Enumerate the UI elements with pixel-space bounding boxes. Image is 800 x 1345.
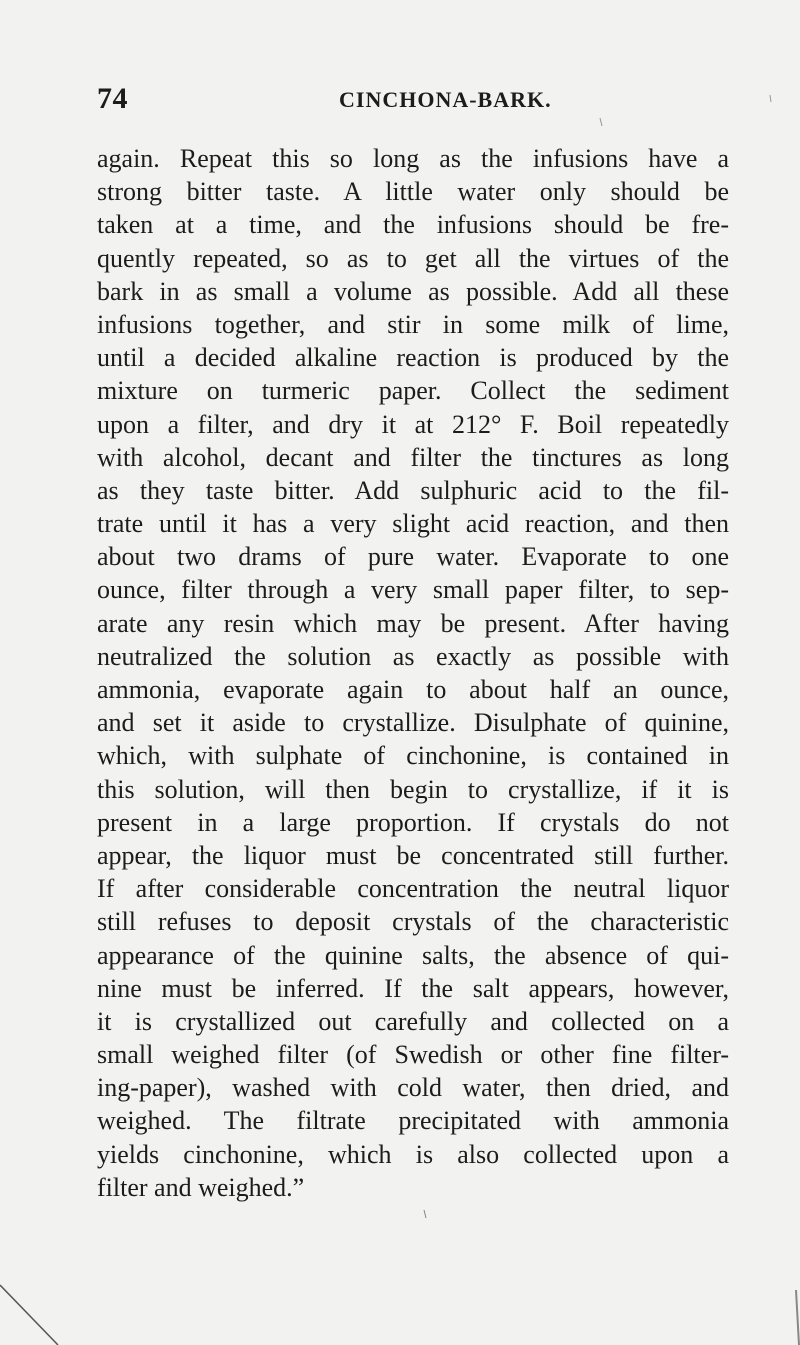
text-line: until a decided alkaline reaction is produced by the (97, 343, 729, 373)
text-line: upon a filter, and dry it at 212° F. Boil repeatedly (97, 409, 729, 439)
text-line: about two drams of pure water. Evaporate to one (97, 542, 729, 572)
speck-mark (770, 95, 771, 102)
text-line: strong bitter taste. A little water only should be (97, 177, 729, 207)
text-line: taken at a time, and the infusions should be fre- (97, 210, 729, 240)
text-line: neutralized the solution as exactly as possible with (97, 641, 729, 671)
text-line: infusions together, and stir in some milk of lime, (97, 309, 729, 339)
text-line: ammonia, evaporate again to about half an ounce, (97, 675, 729, 704)
page-header (97, 82, 727, 122)
text-line: bark in as small a volume as possible. Add all these (97, 276, 729, 306)
text-line: as they taste bitter. Add sulphuric acid to the fil- (97, 475, 729, 505)
text-line: appearance of the quinine salts, the absence of qui- (97, 940, 729, 970)
page-number: 74 (97, 82, 128, 115)
text-line: again. Repeat this so long as the infusions have a (97, 144, 729, 173)
text-line: small weighed filter (of Swedish or other fine filter- (97, 1040, 729, 1070)
text-line: this solution, will then begin to crystallize, if it is (97, 774, 729, 804)
text-line: present in a large proportion. If crystals do not (97, 807, 729, 837)
edge-shadow-mark (796, 1290, 799, 1345)
text-line: still refuses to deposit crystals of the characteristic (97, 907, 729, 937)
corner-crease-mark (0, 1285, 58, 1345)
text-line: and set it aside to crystallize. Disulphate of quinine, (97, 708, 729, 738)
text-line: If after considerable concentration the neutral liquor (97, 874, 729, 904)
text-line: nine must be inferred. If the salt appears, however, (97, 973, 729, 1003)
running-head: CINCHONA-BARK. (339, 87, 552, 112)
body-text (97, 142, 729, 1204)
text-line: filter and weighed.” (97, 1172, 305, 1202)
speck-mark (424, 1210, 426, 1218)
text-line: weighed. The filtrate precipitated with ammonia (97, 1106, 729, 1136)
text-line: trate until it has a very slight acid reaction, and then (97, 509, 729, 539)
text-line: mixture on turmeric paper. Collect the sediment (97, 376, 729, 406)
text-line: quently repeated, so as to get all the virtues of the (97, 243, 729, 273)
text-line: with alcohol, decant and filter the tinctures as long (97, 442, 729, 472)
text-line: appear, the liquor must be concentrated still further. (97, 840, 729, 870)
text-line: it is crystallized out carefully and collected on a (97, 1006, 729, 1036)
text-line: ounce, filter through a very small paper filter, to sep- (97, 575, 729, 605)
text-line: ing-paper), washed with cold water, then dried, and (97, 1073, 729, 1103)
text-line: yields cinchonine, which is also collected upon a (97, 1139, 729, 1169)
text-line: which, with sulphate of cinchonine, is contained in (97, 741, 729, 771)
text-line: arate any resin which may be present. After having (97, 608, 729, 638)
